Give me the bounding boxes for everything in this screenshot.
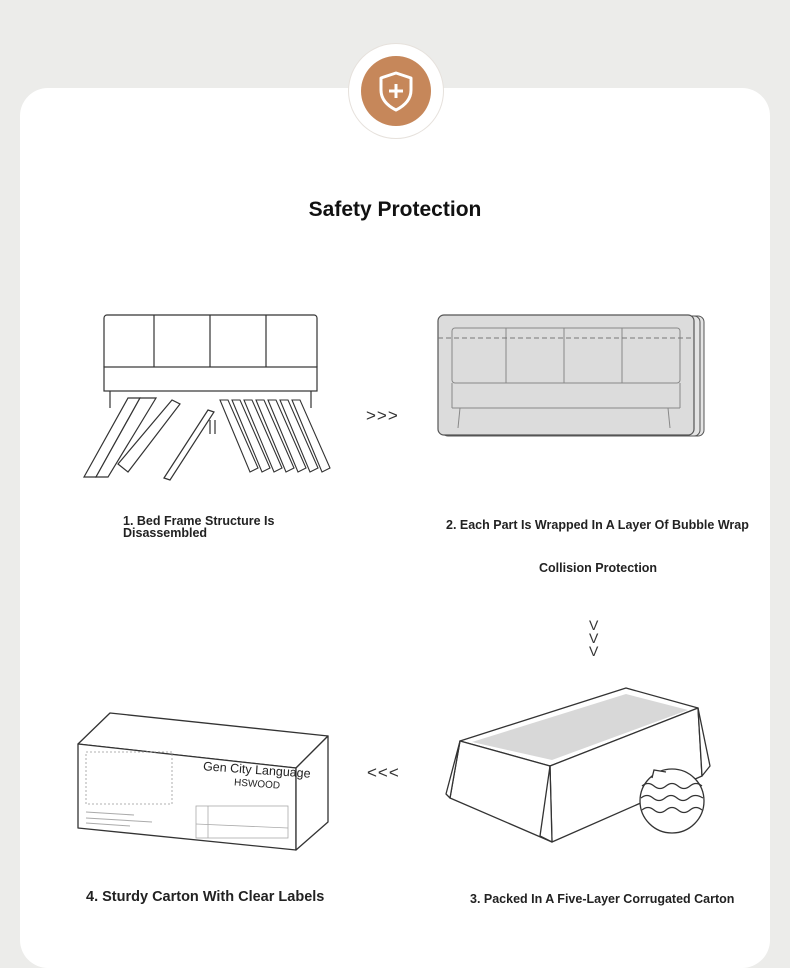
- bed-frame-disassembled-illustration: [80, 312, 335, 484]
- safety-badge: [349, 44, 443, 138]
- closed-carton-illustration: [74, 710, 332, 852]
- step-3-caption: 3. Packed In A Five-Layer Corrugated Carton: [470, 892, 735, 906]
- shield-plus-icon: [361, 56, 431, 126]
- arrow-right-icon: >>>: [366, 406, 399, 425]
- arrow-down-icon: V V V: [589, 617, 599, 659]
- page-title: Safety Protection: [308, 198, 482, 221]
- collision-protection-label: Collision Protection: [539, 561, 658, 575]
- step-1-caption: 1. Bed Frame Structure Is Disassembled: [123, 514, 275, 540]
- carton-brand-sublabel: HSWOOD: [233, 777, 281, 792]
- step-4-caption: 4. Sturdy Carton With Clear Labels: [86, 889, 325, 905]
- carton-brand-label: Gen City Language: [202, 759, 312, 781]
- open-carton-illustration: [440, 686, 715, 846]
- arrow-left-icon: <<<: [367, 763, 400, 782]
- bubble-wrapped-headboard-illustration: [436, 312, 708, 440]
- step-2-caption: 2. Each Part Is Wrapped In A Layer Of Bubble Wrap: [446, 518, 749, 532]
